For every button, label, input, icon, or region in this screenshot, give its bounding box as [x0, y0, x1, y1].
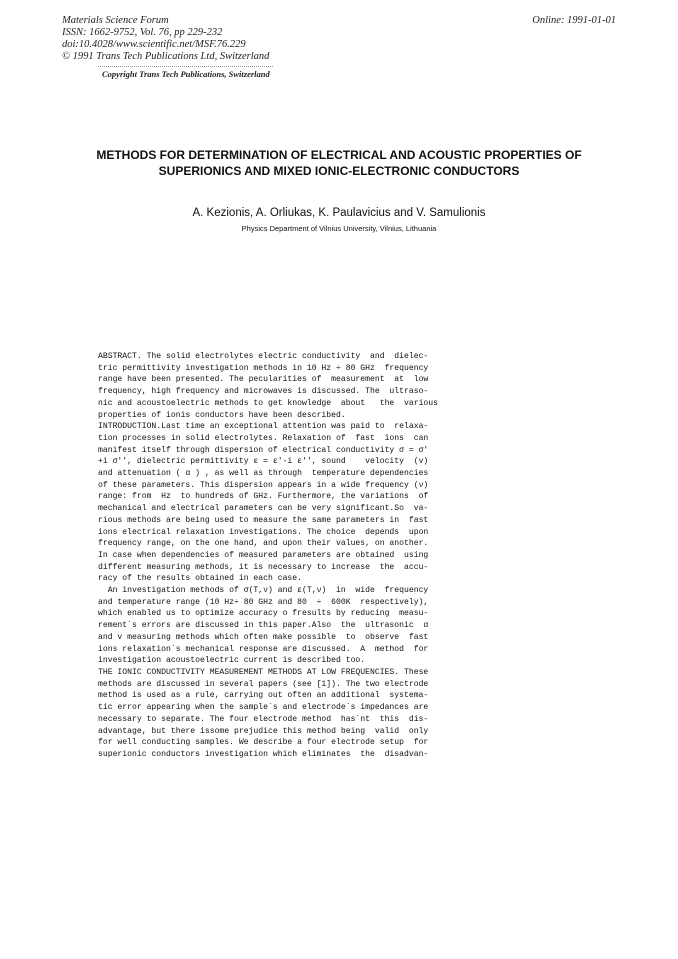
- body-line: rious methods are being used to measure the same parameters in fast: [98, 515, 429, 525]
- body-line: In case when dependencies of measured parameters are obtained using: [98, 550, 429, 560]
- body-line: which enabled us to optimize accuracy o fresults by reducing measu-: [98, 609, 429, 619]
- body-line: of these parameters. This dispersion appears in a wide frequency (ν): [98, 480, 429, 490]
- body-line: An investigation methods of σ(T,ν) and ε(T,ν) in wide frequency: [98, 586, 429, 596]
- body-line: and attenuation ( α ) , as well as through temperature dependencies: [98, 469, 429, 479]
- author-list: A. Kezionis, A. Orliukas, K. Paulavicius and V. Samulionis: [192, 207, 486, 219]
- body-line: +i σ′′, dielectric permittivity ε = ε′-i ε′′, sound velocity (v): [98, 457, 429, 467]
- body-line: frequency range, on the one hand, and upon their values, on another.: [98, 539, 429, 549]
- body-line: and v measuring methods which often make possible to observe fast: [98, 632, 429, 642]
- divider: [98, 66, 273, 67]
- body-line: advantage, but there issome prejudice this method being valid only: [98, 726, 429, 736]
- copyright-notice: Copyright Trans Tech Publications, Switzerland: [102, 69, 270, 79]
- body-line: properties of ionis conductors have been described.: [98, 410, 346, 420]
- body-text: [98, 351, 556, 761]
- issn-line: ISSN: 1662-9752, Vol. 76, pp 229-232: [62, 27, 223, 38]
- body-line: racy of the results obtained in each case.: [98, 574, 302, 584]
- publisher-copyright: © 1991 Trans Tech Publications Ltd, Switzerland: [62, 51, 270, 62]
- body-line: ions relaxation`s mechanical response are discussed. A method for: [98, 644, 429, 654]
- body-line: ions electrical relaxation investigations. The choice depends upon: [98, 527, 429, 537]
- body-line: nic and acoustoelectric methods to get knowledge about the various: [98, 398, 438, 408]
- body-line: mechanical and electrical parameters can be very significant.So va-: [98, 504, 429, 514]
- body-line: for well conducting samples. We describe a four electrode setup for: [98, 738, 429, 748]
- body-line: range: from Hz to hundreds of GHz. Furthermore, the variations of: [98, 492, 429, 502]
- body-line: THE IONIC CONDUCTIVITY MEASUREMENT METHODS AT LOW FREQUENCIES. These: [98, 667, 429, 677]
- body-line: rement`s errors are discussed in this paper.Also the ultrasonic α: [98, 621, 429, 631]
- body-line: method is used as a rule, carrying out often an additional systema-: [98, 691, 429, 701]
- body-line: frequency, high frequency and microwaves is discussed. The ultraso-: [98, 387, 429, 397]
- journal-header: [62, 15, 269, 63]
- body-line: tric permittivity investigation methods in 10 Hz ÷ 80 GHz frequency: [98, 363, 429, 373]
- body-line: different measuring methods, it is necessary to increase the accu-: [98, 562, 429, 572]
- body-line: range have been presented. The pecularities of measurement at low: [98, 375, 429, 385]
- body-line: investigation acoustoelectric current is described too.: [98, 656, 366, 666]
- body-line: manifest itself through dispersion of electrical conductivity σ = σ′: [98, 445, 429, 455]
- body-line: INTRODUCTION.Last time an exceptional attention was paid to relaxa-: [98, 422, 429, 432]
- body-line: tic error appearing when the sample`s and electrode`s impedances are: [98, 703, 429, 713]
- body-line: methods are discussed in several papers (see [1]). The two electrode: [98, 679, 429, 689]
- journal-name: Materials Science Forum: [62, 15, 169, 26]
- online-date: Online: 1991-01-01: [532, 15, 616, 26]
- body-line: superionic conductors investigation which eliminates the disadvan-: [98, 749, 429, 759]
- body-line: tion processes in solid electrolytes. Relaxation of fast ions can: [98, 433, 429, 443]
- doi-line: doi:10.4028/www.scientific.net/MSF.76.229: [62, 39, 246, 50]
- body-line: ABSTRACT. The solid electrolytes electric conductivity and dielec-: [98, 352, 429, 361]
- paper-title: METHODS FOR DETERMINATION OF ELECTRICAL AND ACOUSTIC PROPERTIES OF SUPERIONICS AND MIXED IONIC-ELECTRONIC CONDUCTORS: [96, 148, 582, 178]
- body-line: necessary to separate. The four electrode method has`nt this dis-: [98, 714, 429, 724]
- body-line: and temperature range (10 Hz÷ 80 GHz and 80 ÷ 600K respectively),: [98, 597, 429, 607]
- affiliation: Physics Department of Vilnius University, Vilnius, Lithuania: [241, 224, 437, 233]
